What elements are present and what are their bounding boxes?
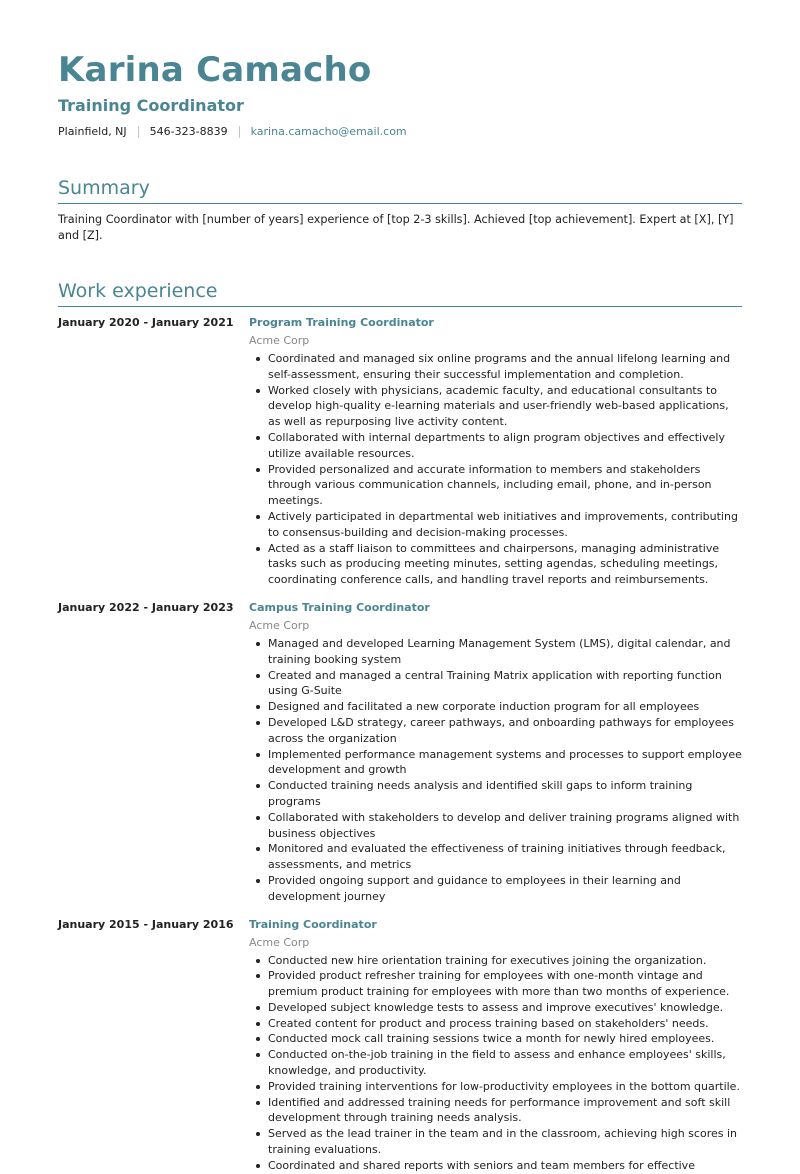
contact-email-link[interactable]: karina.camacho@email.com [250, 125, 407, 138]
candidate-name: Karina Camacho [58, 50, 372, 90]
job-bullets [249, 636, 742, 905]
contact-info [58, 125, 742, 139]
job-bullet: Actively participated in departmental web initiatives and improvements, contributing to consensus-building and decision-making processes. [249, 509, 742, 541]
summary-section [58, 177, 742, 244]
job-bullet: Conducted training needs analysis and identified skill gaps to inform training programs [249, 778, 742, 810]
job-title: Training Coordinator [249, 917, 377, 931]
job-bullets [249, 351, 742, 588]
job-bullet: Coordinated and managed six online programs and the annual lifelong learning and self-assessment, ensuring their successful implementation and completion. [249, 351, 742, 383]
job-bullet: Conducted new hire orientation training for executives joining the organization. [249, 953, 742, 969]
job-company: Acme Corp [249, 935, 310, 949]
job-bullet: Created and managed a central Training Matrix application with reporting function using G-Suite [249, 668, 742, 700]
summary-text: Training Coordinator with [number of years] experience of [top 2-3 skills]. Achieved [top achievement]. Expert at [X], [Y] and [Z]. [58, 213, 734, 242]
job-bullet: Conducted on-the-job training in the field to assess and enhance employees' skills, knowledge, and productivity. [249, 1047, 742, 1079]
job-dates: January 2020 - January 2021 [58, 316, 234, 329]
job-bullets [249, 953, 742, 1174]
job-bullet: Provided ongoing support and guidance to employees in their learning and development journey [249, 873, 742, 905]
contact-phone: 546-323-8839 [149, 125, 228, 138]
job-entry [58, 600, 742, 905]
contact-location: Plainfield, NJ [58, 125, 127, 138]
job-entry [58, 315, 742, 588]
job-bullet: Conducted mock call training sessions twice a month for newly hired employees. [249, 1031, 742, 1047]
job-bullet: Provided product refresher training for employees with one-month vintage and premium product training for employees with more than two months of experience. [249, 968, 742, 1000]
job-bullet: Provided personalized and accurate information to members and stakeholders through various communication channels, including email, phone, and in-person meetings. [249, 462, 742, 509]
job-bullet: Acted as a staff liaison to committees and chairpersons, managing administrative tasks such as producing meeting minutes, setting agendas, scheduling meetings, coordinating conference calls, and handling travel reports and reimbursements. [249, 541, 742, 588]
job-bullet: Worked closely with physicians, academic faculty, and educational consultants to develop high-quality e-learning materials and user-friendly web-based applications, as well as repurposing live activity content. [249, 383, 742, 430]
job-bullet: Collaborated with stakeholders to develop and deliver training programs aligned with business objectives [249, 810, 742, 842]
job-bullet: Provided training interventions for low-productivity employees in the bottom quartile. [249, 1079, 742, 1095]
job-bullet: Created content for product and process training based on stakeholders' needs. [249, 1016, 742, 1032]
job-title: Campus Training Coordinator [249, 600, 430, 614]
job-dates: January 2015 - January 2016 [58, 917, 234, 931]
job-details [249, 315, 742, 588]
job-dates: January 2022 - January 2023 [58, 600, 234, 614]
job-bullet: Designed and facilitated a new corporate induction program for all employees [249, 699, 742, 715]
summary-heading: Summary [58, 177, 742, 204]
job-bullet: Served as the lead trainer in the team and in the classroom, achieving high scores in training evaluations. [249, 1126, 742, 1158]
job-company: Acme Corp [249, 334, 310, 347]
job-bullet: Coordinated and shared reports with seniors and team members for effective [249, 1158, 742, 1174]
resume-header [58, 50, 742, 139]
work-experience-section [58, 280, 742, 1174]
job-title: Program Training Coordinator [249, 316, 434, 329]
contact-divider [138, 126, 139, 138]
job-details [249, 600, 742, 905]
job-bullet: Monitored and evaluated the effectiveness of training initiatives through feedback, assessments, and metrics [249, 841, 742, 873]
job-bullet: Managed and developed Learning Management System (LMS), digital calendar, and training booking system [249, 636, 742, 668]
job-bullet: Implemented performance management systems and processes to support employee development and growth [249, 747, 742, 779]
candidate-title: Training Coordinator [58, 96, 244, 115]
contact-divider [239, 126, 240, 138]
job-bullet: Developed subject knowledge tests to assess and improve executives' knowledge. [249, 1000, 742, 1016]
job-bullet: Identified and addressed training needs for performance improvement and soft skill development through training needs analysis. [249, 1095, 742, 1127]
job-company: Acme Corp [249, 618, 310, 632]
job-bullet: Developed L&D strategy, career pathways, and onboarding pathways for employees across the organization [249, 715, 742, 747]
job-entry [58, 917, 742, 1174]
job-bullet: Collaborated with internal departments to align program objectives and effectively utilize available resources. [249, 430, 742, 462]
job-details [249, 917, 742, 1174]
work-experience-heading: Work experience [58, 280, 742, 307]
